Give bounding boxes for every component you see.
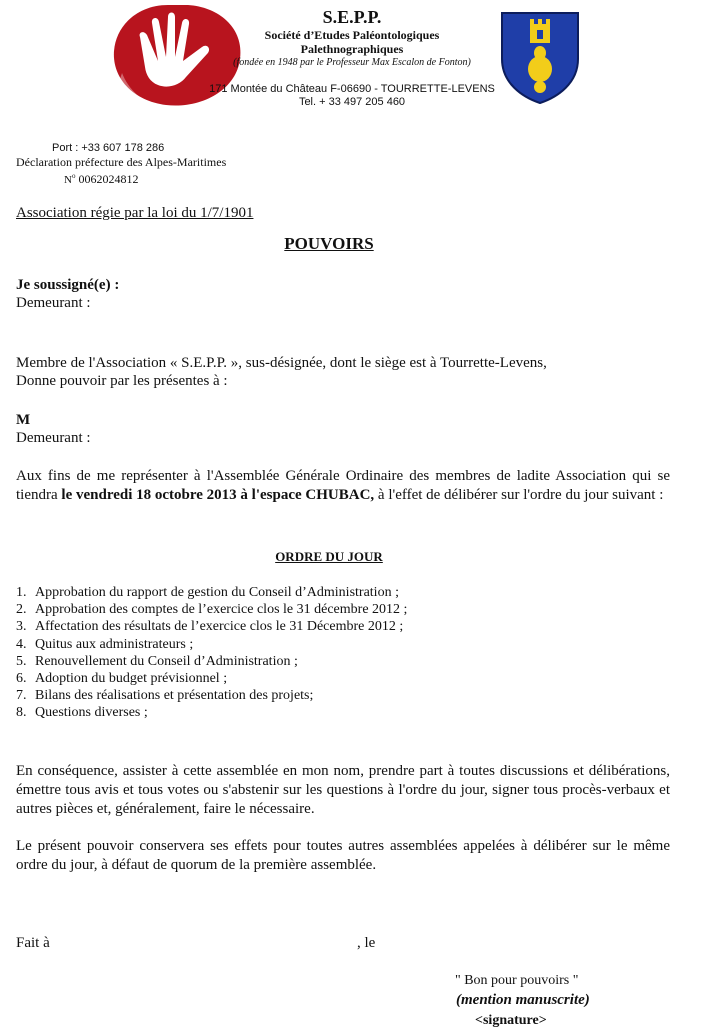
agenda-item-text: Adoption du budget prévisionnel ;: [35, 671, 228, 687]
agenda-list: [16, 584, 536, 722]
membership-line1: Membre de l'Association « S.E.P.P. », sus-désignée, dont le siège est à Tourrette-Levens,: [16, 355, 547, 371]
handwritten-mention: (mention manuscrite): [456, 992, 590, 1008]
agenda-item-number: 4.: [16, 636, 27, 652]
proxy-residence: Demeurant :: [16, 430, 91, 446]
agenda-item-text: Questions diverses ;: [35, 705, 148, 721]
number-degree: o: [71, 172, 76, 180]
agenda-item-number: 3.: [16, 619, 27, 635]
signature-placeholder: <signature>: [475, 1013, 547, 1028]
mobile-phone: Port : +33 607 178 286: [52, 142, 165, 154]
society-name-line1: Société d’Etudes Paléontologiques: [264, 28, 440, 42]
coat-of-arms: [500, 11, 580, 105]
consequence-paragraph: En conséquence, assister à cette assemblée en mon nom, prendre part à toutes discussions et délibérations, émettre tous avis et tous votes ou s'abstenir sur les questions à l'ordre du jour, signer tous procès-verbaux et autres pièces et, généralement, faire le nécessaire.: [16, 763, 670, 817]
signatory-label: Je soussigné(e) :: [16, 277, 120, 293]
society-phone: Tel. + 33 497 205 460: [298, 96, 406, 108]
agenda-item-number: 6.: [16, 671, 27, 687]
agenda-item: [16, 601, 536, 618]
agenda-item-number: 5.: [16, 653, 27, 669]
agenda-item: [16, 636, 536, 653]
number-value: 0062024812: [78, 172, 139, 186]
meeting-date-location: le vendredi 18 octobre 2013 à l'espace CHUBAC,: [61, 487, 375, 503]
agenda-item-text: Affectation des résultats de l’exercice clos le 31 Décembre 2012 ;: [35, 619, 404, 635]
agenda-item-text: Renouvellement du Conseil d’Administration ;: [35, 653, 298, 669]
agenda-item-number: 2.: [16, 602, 27, 618]
purpose-text-end: à l'effet de délibérer sur l'ordre du jour suivant :: [374, 487, 664, 503]
prefecture-declaration: Déclaration préfecture des Alpes-Maritimes: [16, 155, 227, 169]
agenda-item-number: 7.: [16, 688, 27, 704]
association-law: Association régie par la loi du 1/7/1901: [16, 205, 254, 221]
purpose-paragraph: [16, 467, 670, 505]
agenda-item-text: Quitus aux administrateurs ;: [35, 636, 194, 652]
society-address: 171 Montée du Château F-06690 - TOURRETTE-LEVENS: [209, 83, 495, 95]
membership-line2: Donne pouvoir par les présentes à :: [16, 373, 228, 389]
agenda-item: [16, 618, 536, 635]
agenda-item-number: 1.: [16, 585, 27, 600]
agenda-item: [16, 584, 536, 601]
agenda-item: [16, 670, 536, 687]
document-title: POUVOIRS: [284, 234, 374, 253]
number-symbol: N: [64, 174, 72, 186]
agenda-item: [16, 704, 536, 721]
acronym: S.E.P.P.: [322, 7, 382, 27]
founded-note: (fondée en 1948 par le Professeur Max Escalon de Fonton): [233, 57, 471, 68]
validity-paragraph: Le présent pouvoir conservera ses effets pour toutes autres assemblées appelées à délibérer sur le même ordre du jour, à défaut de quorum de la première assemblée.: [16, 838, 670, 873]
made-at-label: Fait à: [16, 935, 50, 951]
declaration-number: [64, 169, 138, 187]
approval-mention: " Bon pour pouvoirs ": [455, 973, 579, 988]
agenda-item-text: Approbation des comptes de l’exercice clos le 31 décembre 2012 ;: [35, 602, 408, 618]
agenda-item-text: Bilans des réalisations et présentation des projets;: [35, 688, 314, 704]
agenda-item-number: 8.: [16, 705, 27, 721]
signatory-residence: Demeurant :: [16, 295, 91, 311]
society-name-line2: Palethnographiques: [300, 42, 404, 56]
agenda-item-text: Approbation du rapport de gestion du Conseil d’Administration ;: [35, 585, 399, 600]
agenda-item: [16, 687, 536, 704]
date-label: , le: [357, 935, 376, 951]
proxy-label: M: [16, 412, 31, 428]
purpose-text-start: Aux fins de me représenter à l'Assemblée Générale Ordinaire des membres de ladite Association qui se tiendra: [16, 468, 670, 503]
agenda-title: ORDRE DU JOUR: [275, 549, 383, 564]
agenda-item: [16, 653, 536, 670]
